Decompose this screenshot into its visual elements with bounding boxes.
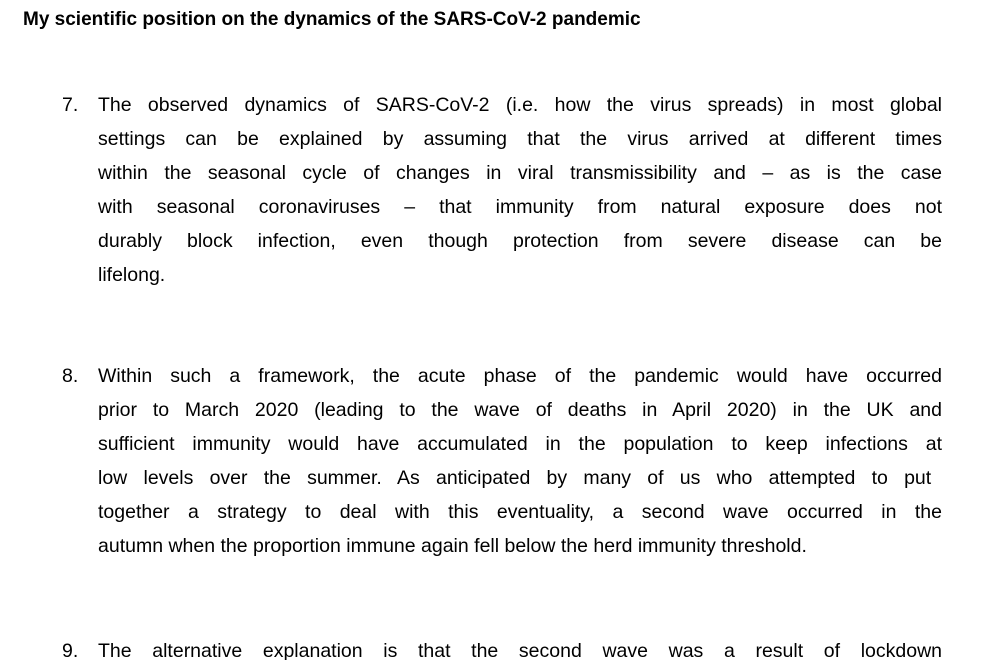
paragraph-line: prior to March 2020 (leading to the wave of deaths in April 2020) in the UK and [98, 399, 942, 421]
paragraph-line: with seasonal coronaviruses – that immunity from natural exposure does not [98, 196, 942, 218]
paragraph-line: settings can be explained by assuming that the virus arrived at different times [98, 128, 942, 150]
paragraph-line: lifelong. [98, 264, 166, 286]
paragraph-line: sufficient immunity would have accumulated in the population to keep infections at [98, 433, 942, 455]
paragraph-line: low levels over the summer. As anticipated by many of us who attempted to put [98, 467, 932, 489]
section-heading: My scientific position on the dynamics of the SARS-CoV-2 pandemic [23, 9, 641, 30]
paragraph-number: 7. [62, 94, 79, 116]
paragraph-text [98, 359, 942, 563]
paragraph-line: together a strategy to deal with this eventuality, a second wave occurred in the [98, 501, 942, 523]
numbered-paragraph [62, 88, 942, 292]
paragraph-line: The observed dynamics of SARS-CoV-2 (i.e. how the virus spreads) in most global [98, 94, 942, 116]
paragraph-line: The alternative explanation is that the second wave was a result of lockdown [98, 640, 942, 660]
paragraph-line: autumn when the proportion immune again fell below the herd immunity threshold. [98, 535, 807, 557]
paragraph-line: durably block infection, even though protection from severe disease can be [98, 230, 942, 252]
numbered-paragraph [62, 634, 942, 660]
paragraph-line: Within such a framework, the acute phase of the pandemic would have occurred [98, 365, 942, 387]
paragraph-line: within the seasonal cycle of changes in viral transmissibility and – as is the case [98, 162, 942, 184]
paragraph-number: 9. [62, 640, 79, 660]
numbered-paragraph [62, 359, 942, 563]
paragraph-text [98, 634, 942, 660]
paragraph-number: 8. [62, 365, 79, 387]
paragraph-text [98, 88, 942, 292]
